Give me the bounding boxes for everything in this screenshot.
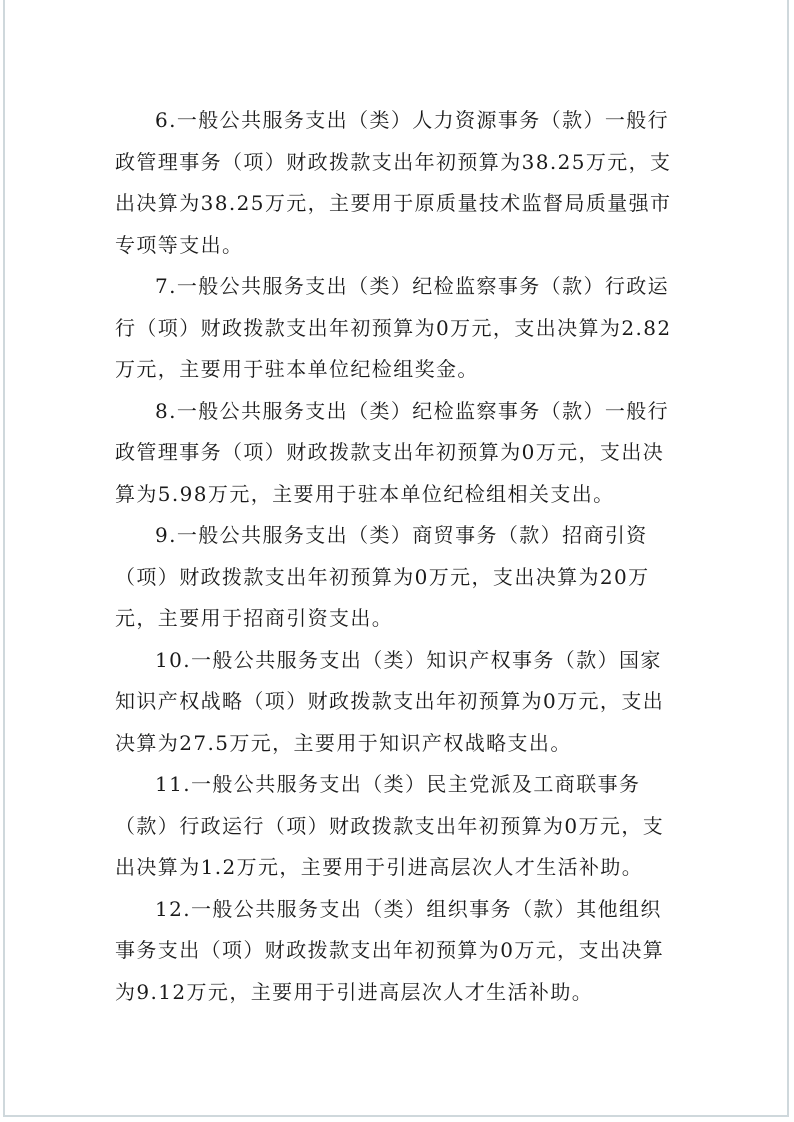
paragraph-item-12: 12.一般公共服务支出（类）组织事务（款）其他组织事务支出（项）财政拨款支出年初预算为0万元，支出决算为9.12万元，主要用于引进高层次人才生活补助。	[115, 896, 665, 1004]
paragraph-item-8: 8.一般公共服务支出（类）纪检监察事务（款）一般行政管理事务（项）财政拨款支出年初预算为0万元，支出决算为5.98万元，主要用于驻本单位纪检组相关支出。	[115, 398, 670, 506]
paragraph-item-6: 6.一般公共服务支出（类）人力资源事务（款）一般行政管理事务（项）财政拨款支出年初预算为38.25万元，支出决算为38.25万元，主要用于原质量技术监督局质量强市专项等支出。	[115, 108, 672, 257]
paragraph-item-11: 11.一般公共服务支出（类）民主党派及工商联事务（款）行政运行（项）财政拨款支出年初预算为0万元，支出决算为1.2万元，主要用于引进高层次人才生活补助。	[115, 772, 665, 879]
document-body	[115, 100, 675, 1013]
paragraph-item-9: 9.一般公共服务支出（类）商贸事务（款）招商引资（项）财政拨款支出年初预算为0万元，支出决算为20万元，主要用于招商引资支出。	[115, 523, 650, 630]
paragraph-item-10: 10.一般公共服务支出（类）知识产权事务（款）国家知识产权战略（项）财政拨款支出年初预算为0万元，支出决算为27.5万元，主要用于知识产权战略支出。	[115, 647, 665, 755]
paragraph-item-7: 7.一般公共服务支出（类）纪检监察事务（款）行政运行（项）财政拨款支出年初预算为0万元，支出决算为2.82万元，主要用于驻本单位纪检组奖金。	[115, 274, 672, 381]
